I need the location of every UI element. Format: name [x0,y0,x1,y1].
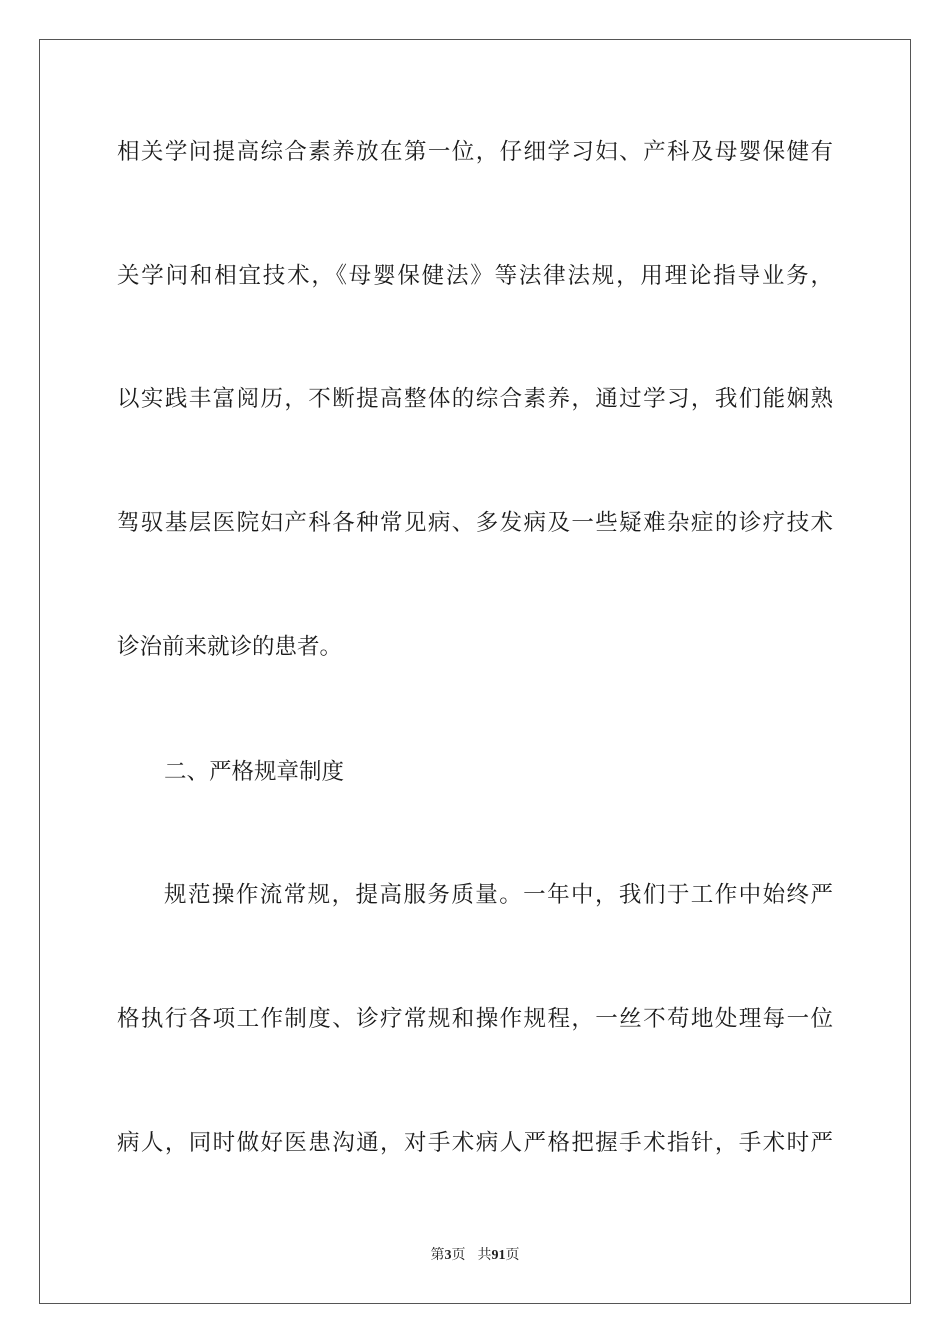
paragraph1-line-4: 驾驭基层医院妇产科各种常见病、多发病及一些疑难杂症的诊疗技术 [117,510,833,536]
section-heading: 二、严格规章制度 [164,759,345,785]
page-border [39,39,911,1304]
paragraph1-line-5: 诊治前来就诊的患者。 [117,634,343,660]
page-suffix: 页 [451,1247,466,1263]
paragraph1-line-3: 以实践丰富阅历，不断提高整体的综合素养，通过学习，我们能娴熟 [117,386,833,412]
page-prefix: 第 [430,1247,445,1263]
total-prefix: 共 [477,1247,492,1263]
total-suffix: 页 [505,1247,520,1263]
paragraph1-line-1: 相关学问提高综合素养放在第一位，仔细学习妇、产科及母婴保健有 [117,139,833,165]
page-current: 3 [444,1248,452,1263]
page-total: 91 [491,1248,506,1263]
paragraph1-line-2: 关学问和相宜技术，《母婴保健法》等法律法规，用理论指导业务， [117,263,833,289]
paragraph2-line-3: 病人，同时做好医患沟通，对手术病人严格把握手术指针，手术时严 [117,1130,833,1156]
page-footer [0,1246,950,1265]
paragraph2-line-1: 规范操作流常规，提高服务质量。一年中，我们于工作中始终严 [164,882,833,908]
paragraph2-line-2: 格执行各项工作制度、诊疗常规和操作规程，一丝不苟地处理每一位 [117,1006,833,1032]
